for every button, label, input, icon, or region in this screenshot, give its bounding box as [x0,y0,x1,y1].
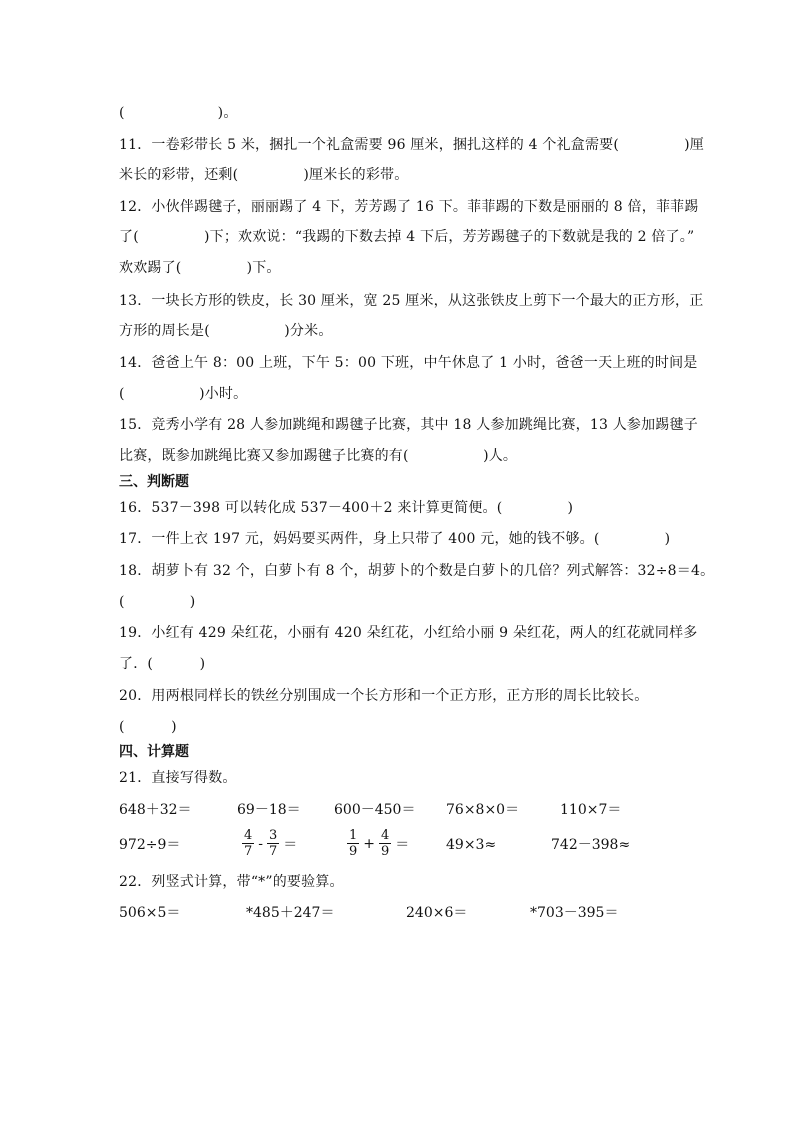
question-22: 22．列竖式计算，带“*”的要验算。 [119,874,344,890]
question-14-line-2: ( )小时。 [119,386,248,402]
section-heading-calculation: 四、计算题 [119,744,189,760]
fraction-expression: $\frac{4}{7}$ - $\frac{3}{7}$ ＝ [244,828,298,859]
question-18-line-1: 18．胡萝卜有 32 个，白萝卜有 8 个，胡萝卜的个数是白萝卜的几倍？列式解答：32÷8＝4。 [119,563,715,579]
calc-item: 69－18＝ [237,802,301,818]
section-heading-judgement: 三、判断题 [119,474,189,490]
question-11-line-2: 米长的彩带，还剩( )厘米长的彩带。 [119,167,409,183]
fraction: $\frac{1}{9}$ [349,828,358,859]
question-17: 17．一件上衣 197 元，妈妈要买两件，身上只带了 400 元，她的钱不够。( ) [119,531,671,547]
calc-item: 600－450＝ [334,802,416,818]
question-19-line-2: 了．( ) [119,656,206,672]
fraction: $\frac{3}{7}$ [269,828,278,859]
question-12-line-1: 12．小伙伴踢毽子，丽丽踢了 4 下，芳芳踢了 16 下。菲菲踢的下数是丽丽的 8 倍，菲菲踢 [119,199,699,215]
calc-item: 49×3≈ [446,837,497,853]
fraction: $\frac{4}{7}$ [244,828,253,859]
calc-item: 972÷9＝ [119,837,181,853]
question-19-line-1: 19．小红有 429 朵红花，小丽有 420 朵红花，小红给小丽 9 朵红花，两人的红花就同样多 [119,625,698,641]
question-20-line-1: 20．用两根同样长的铁丝分别围成一个长方形和一个正方形，正方形的周长比较长。 [119,688,649,704]
question-21: 21．直接写得数。 [119,770,237,786]
calc-item: 506×5＝ [119,905,181,921]
question-13-line-1: 13．一块长方形的铁皮，长 30 厘米，宽 25 厘米，从这张铁皮上剪下一个最大的正方形，正 [119,293,704,309]
question-15-line-1: 15．竞秀小学有 28 人参加跳绳和踢毽子比赛，其中 18 人参加跳绳比赛，13 人参加踢毽子 [119,417,698,433]
calc-item: *703－395＝ [530,905,619,921]
calc-item: 76×8×0＝ [446,802,520,818]
question-12-line-2: 了( )下；欢欢说：“我踢的下数去掉 4 下后，芳芳踢毽子的下数就是我的 2 倍了。” [119,229,695,245]
question-20-line-2: ( ) [119,719,177,735]
question-14-line-1: 14．爸爸上午 8：00 上班，下午 5：00 下班，中午休息了 1 小时，爸爸一天上班的时间是 [119,355,698,371]
question-15-line-2: 比赛，既参加跳绳比赛又参加踢毽子比赛的有( )人。 [119,448,518,464]
calc-item: *485＋247＝ [246,905,335,921]
fraction: $\frac{4}{9}$ [381,828,390,859]
calc-item: 110×7＝ [560,802,622,818]
question-13-line-2: 方形的周长是( )分米。 [119,323,333,339]
question-11-line-1: 11．一卷彩带长 5 米，捆扎一个礼盒需要 96 厘米，捆扎这样的 4 个礼盒需要( )厘 [119,137,704,153]
fraction-expression: $\frac{1}{9}$ + $\frac{4}{9}$ ＝ [349,828,410,859]
calc-item: 240×6＝ [406,905,468,921]
calc-item: 648＋32＝ [119,802,192,818]
question-18-line-2: ( ) [119,594,196,610]
question-16: 16．537－398 可以转化成 537－400＋2 来计算更简便。( ) [119,500,574,516]
question-12-line-3: 欢欢踢了( )下。 [119,260,281,276]
calc-item: 742－398≈ [551,837,631,853]
answer-blank-line: ( )。 [119,105,238,121]
